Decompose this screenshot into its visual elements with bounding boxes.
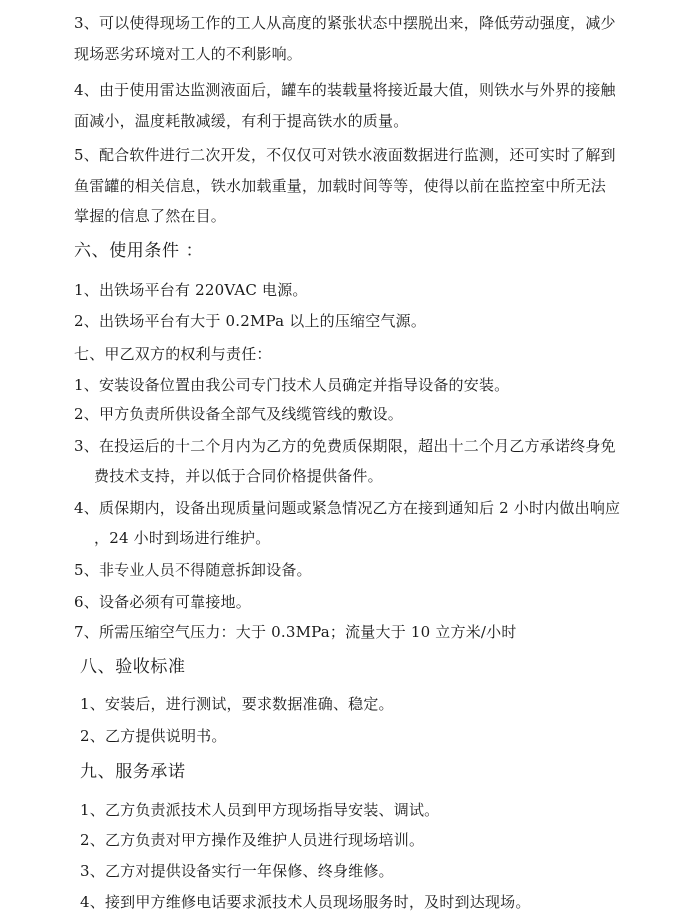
section-heading-service-commitment: 九、服务承诺 <box>80 762 186 782</box>
paragraph-item-4-line-2: 面减小，温度耗散减缓，有利于提高铁水的质量。 <box>74 112 409 130</box>
usage-condition-item: 1、出铁场平台有 220VAC 电源。 <box>74 281 308 299</box>
acceptance-item: 1、安装后，进行测试，要求数据准确、稳定。 <box>80 695 394 713</box>
service-item: 4、接到甲方维修电话要求派技术人员现场服务时，及时到达现场。 <box>80 893 531 911</box>
paragraph-item-5-line-1: 5、配合软件进行二次开发，不仅仅可对铁水液面数据进行监测，还可实时了解到 <box>74 146 616 164</box>
rights-item-6: 6、设备必须有可靠接地。 <box>74 593 251 611</box>
section-heading-rights-responsibilities: 七、甲乙双方的权利与责任： <box>74 345 272 363</box>
paragraph-item-3-line-1: 3、可以使得现场工作的工人从高度的紧张状态中摆脱出来，降低劳动强度，减少 <box>74 14 616 32</box>
rights-item-1: 1、安装设备位置由我公司专门技术人员确定并指导设备的安装。 <box>74 376 510 394</box>
usage-condition-item: 2、出铁场平台有大于 0.2MPa 以上的压缩空气源。 <box>74 312 427 330</box>
service-item: 1、乙方负责派技术人员到甲方现场指导安装、调试。 <box>80 801 440 819</box>
rights-item-3-line-1: 3、在投运后的十二个月内为乙方的免费质保期限，超出十二个月乙方承诺终身免 <box>74 437 616 455</box>
paragraph-item-4-line-1: 4、由于使用雷达监测液面后，罐车的装载量将接近最大值，则铁水与外界的接触 <box>74 81 616 99</box>
rights-item-5: 5、非专业人员不得随意拆卸设备。 <box>74 561 312 579</box>
service-item: 2、乙方负责对甲方操作及维护人员进行现场培训。 <box>80 831 425 849</box>
rights-item-2: 2、甲方负责所供设备全部气及线缆管线的敷设。 <box>74 405 403 423</box>
rights-item-4-line-1: 4、质保期内，设备出现质量问题或紧急情况乙方在接到通知后 2 小时内做出响应 <box>74 499 621 517</box>
rights-item-4-line-2: ，24 小时到场进行维护。 <box>94 529 271 547</box>
paragraph-item-5-line-3: 掌握的信息了然在目。 <box>74 207 227 225</box>
rights-item-7: 7、所需压缩空气压力：大于 0.3MPa；流量大于 10 立方米/小时 <box>74 623 517 641</box>
paragraph-item-5-line-2: 鱼雷罐的相关信息，铁水加载重量，加载时间等等，使得以前在监控室中所无法 <box>74 177 607 195</box>
section-heading-usage-conditions: 六、使用条件 ： <box>74 241 204 261</box>
service-item: 3、乙方对提供设备实行一年保修、终身维修。 <box>80 862 394 880</box>
paragraph-item-3-line-2: 现场恶劣环境对工人的不利影响。 <box>74 45 303 63</box>
acceptance-item: 2、乙方提供说明书。 <box>80 727 227 745</box>
rights-item-3-line-2: 费技术支持，并以低于合同价格提供备件。 <box>94 467 383 485</box>
section-heading-acceptance-criteria: 八、验收标准 <box>80 657 186 677</box>
